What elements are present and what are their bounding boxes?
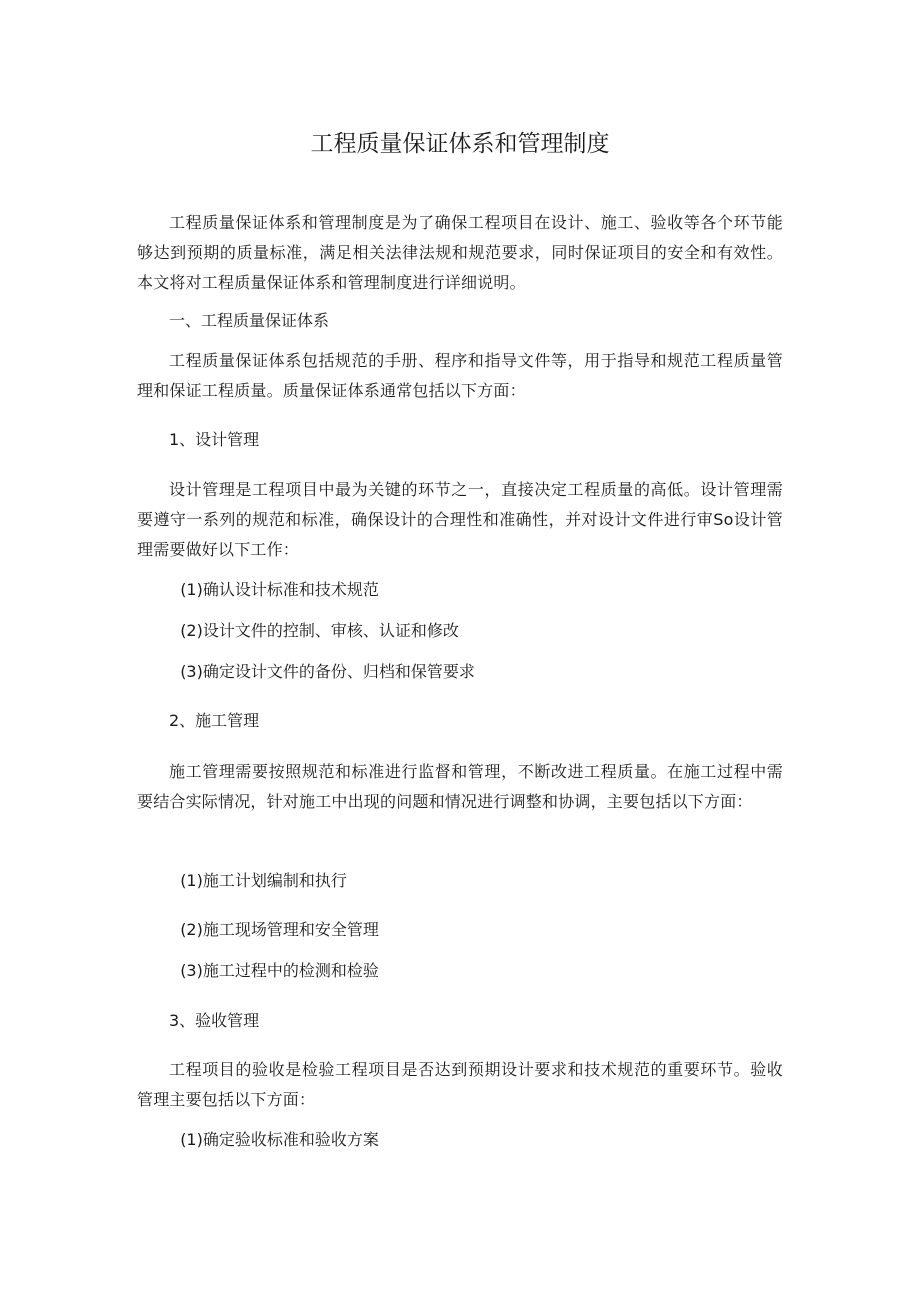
- design-management-paragraph: 设计管理是工程项目中最为关键的环节之一，直接决定工程质量的高低。设计管理需要遵守一系列的规范和标准，确保设计的合理性和准确性，并对设计文件进行审So设计管理需要做好以下工作：: [137, 480, 783, 559]
- subheading-acceptance-management: 3、验收管理: [169, 1011, 260, 1030]
- document-title: 工程质量保证体系和管理制度: [310, 131, 610, 157]
- construction-item-2: (2)施工现场管理和安全管理: [180, 920, 379, 939]
- acceptance-management-paragraph: 工程项目的验收是检验工程项目是否达到预期设计要求和技术规范的重要环节。验收管理主要包括以下方面：: [137, 1060, 783, 1109]
- subheading-design-management: 1、设计管理: [169, 430, 260, 449]
- construction-item-1: (1)施工计划编制和执行: [180, 871, 347, 890]
- section-heading-quality-system: 一、工程质量保证体系: [169, 311, 330, 330]
- subheading-construction-management: 2、施工管理: [169, 711, 260, 730]
- intro-paragraph: 工程质量保证体系和管理制度是为了确保工程项目在设计、施工、验收等各个环节能够达到预期的质量标准，满足相关法律法规和规范要求，同时保证项目的安全和有效性。本文将对工程质量保证体系和管理制度进行详细说明。: [137, 213, 783, 292]
- design-item-1: (1)确认设计标准和技术规范: [180, 580, 379, 599]
- acceptance-item-1: (1)确定验收标准和验收方案: [180, 1130, 379, 1149]
- design-item-3: (3)确定设计文件的备份、归档和保管要求: [180, 662, 475, 681]
- construction-item-3: (3)施工过程中的检测和检验: [180, 961, 379, 980]
- construction-management-paragraph: 施工管理需要按照规范和标准进行监督和管理，不断改进工程质量。在施工过程中需要结合实际情况，针对施工中出现的问题和情况进行调整和协调，主要包括以下方面：: [137, 762, 783, 811]
- design-item-2: (2)设计文件的控制、审核、认证和修改: [180, 621, 459, 640]
- quality-system-paragraph: 工程质量保证体系包括规范的手册、程序和指导文件等，用于指导和规范工程质量管理和保证工程质量。质量保证体系通常包括以下方面：: [137, 351, 783, 400]
